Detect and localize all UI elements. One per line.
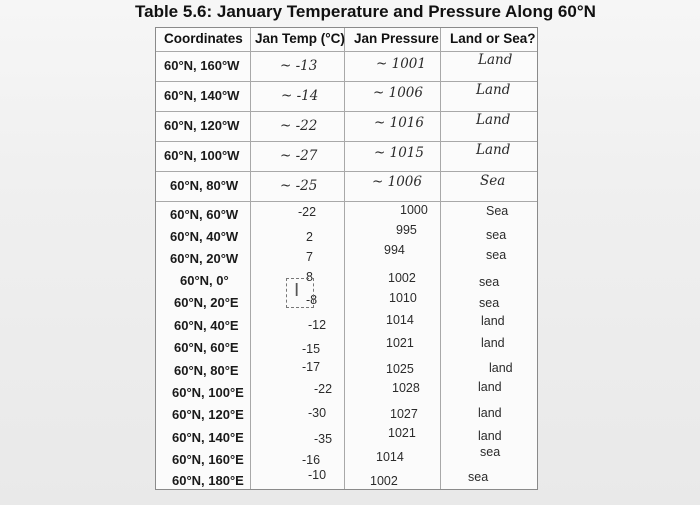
cell-temp: ~ -27 xyxy=(280,148,318,164)
cell-temp: -17 xyxy=(302,360,321,374)
cell-coordinates: 60°N, 140°E xyxy=(172,430,244,445)
cell-surface: land xyxy=(481,336,505,350)
cell-pressure: 1021 xyxy=(388,426,416,440)
cell-surface: land xyxy=(478,380,502,394)
cell-coordinates: 60°N, 80°W xyxy=(170,178,239,193)
cell-temp: -8 xyxy=(306,293,318,307)
column-divider xyxy=(344,28,345,489)
cell-surface: Sea xyxy=(486,204,509,218)
header-land-or-sea: Land or Sea? xyxy=(450,31,536,46)
cell-pressure: 1014 xyxy=(376,450,404,464)
cell-coordinates: 60°N, 140°W xyxy=(164,88,240,103)
cell-coordinates: 60°N, 60°E xyxy=(174,340,239,355)
cell-surface: Sea xyxy=(480,173,506,189)
cell-surface: sea xyxy=(479,275,500,289)
cell-pressure: 1028 xyxy=(392,381,420,395)
table-caption: Table 5.6: January Temperature and Pressure Along 60°N xyxy=(135,2,596,21)
cell-pressure: 1021 xyxy=(386,336,414,350)
cell-pressure: ~ 1006 xyxy=(373,85,423,101)
i-beam-cursor-icon: I xyxy=(294,280,300,301)
column-divider xyxy=(250,28,251,489)
header-jan-pressure: Jan Pressure xyxy=(354,31,439,46)
cell-pressure: 1025 xyxy=(386,362,414,376)
cell-coordinates: 60°N, 60°W xyxy=(170,207,239,222)
header-coordinates: Coordinates xyxy=(164,31,243,46)
cell-surface: land xyxy=(481,314,505,328)
cell-pressure: 1027 xyxy=(390,407,418,421)
cell-surface: land xyxy=(478,429,502,443)
cell-surface: sea xyxy=(479,296,500,310)
cell-pressure: 1010 xyxy=(389,291,417,305)
cell-temp: 8 xyxy=(306,270,313,284)
cell-temp: -35 xyxy=(314,432,333,446)
cell-coordinates: 60°N, 100°E xyxy=(172,385,244,400)
cell-pressure: 1002 xyxy=(388,271,416,285)
cell-coordinates: 60°N, 0° xyxy=(180,273,229,288)
cell-temp: 7 xyxy=(306,250,313,264)
cell-pressure: ~ 1016 xyxy=(374,115,424,131)
cell-surface: land xyxy=(489,361,513,375)
cell-temp: -16 xyxy=(302,453,321,467)
cell-temp: -15 xyxy=(302,342,321,356)
cell-surface: sea xyxy=(480,445,501,459)
header-jan-temp: Jan Temp (°C) xyxy=(255,31,345,46)
cell-pressure: 995 xyxy=(396,223,417,237)
cell-temp: -22 xyxy=(314,382,333,396)
cell-temp: -10 xyxy=(308,468,327,482)
cell-coordinates: 60°N, 100°W xyxy=(164,148,240,163)
cell-coordinates: 60°N, 40°E xyxy=(174,318,239,333)
cell-pressure: 994 xyxy=(384,243,405,257)
cell-surface: Land xyxy=(476,112,511,128)
cell-pressure: ~ 1001 xyxy=(376,56,426,72)
cell-surface: Land xyxy=(478,52,513,68)
cell-pressure: 1014 xyxy=(386,313,414,327)
row-divider xyxy=(156,171,537,172)
cell-surface: Land xyxy=(476,82,511,98)
cell-temp: ~ -22 xyxy=(280,118,318,134)
cell-temp: -30 xyxy=(308,406,327,420)
cell-pressure: ~ 1015 xyxy=(374,145,424,161)
cell-temp: -22 xyxy=(298,205,317,219)
cell-surface: sea xyxy=(468,470,489,484)
cell-temp: -12 xyxy=(308,318,327,332)
cell-coordinates: 60°N, 20°W xyxy=(170,251,239,266)
cell-temp: ~ -25 xyxy=(280,178,318,194)
cell-coordinates: 60°N, 40°W xyxy=(170,229,239,244)
cell-coordinates: 60°N, 160°E xyxy=(172,452,244,467)
cell-temp: ~ -13 xyxy=(280,58,318,74)
cell-coordinates: 60°N, 80°E xyxy=(174,363,239,378)
cell-surface: sea xyxy=(486,248,507,262)
cell-surface: sea xyxy=(486,228,507,242)
cell-coordinates: 60°N, 20°E xyxy=(174,295,239,310)
cell-pressure: ~ 1006 xyxy=(372,174,422,190)
cell-coordinates: 60°N, 120°W xyxy=(164,118,240,133)
cell-surface: Land xyxy=(476,142,511,158)
text-cursor-selection-box[interactable] xyxy=(286,278,314,308)
cell-pressure: 1000 xyxy=(400,203,428,217)
cell-coordinates: 60°N, 180°E xyxy=(172,473,244,488)
cell-coordinates: 60°N, 160°W xyxy=(164,58,240,73)
cell-coordinates: 60°N, 120°E xyxy=(172,407,244,422)
column-divider xyxy=(440,28,441,489)
cell-temp: ~ -14 xyxy=(281,88,319,104)
cell-surface: land xyxy=(478,406,502,420)
row-divider xyxy=(156,201,537,202)
data-table xyxy=(155,27,538,490)
cell-temp: 2 xyxy=(306,230,313,244)
cell-pressure: 1002 xyxy=(370,474,398,488)
